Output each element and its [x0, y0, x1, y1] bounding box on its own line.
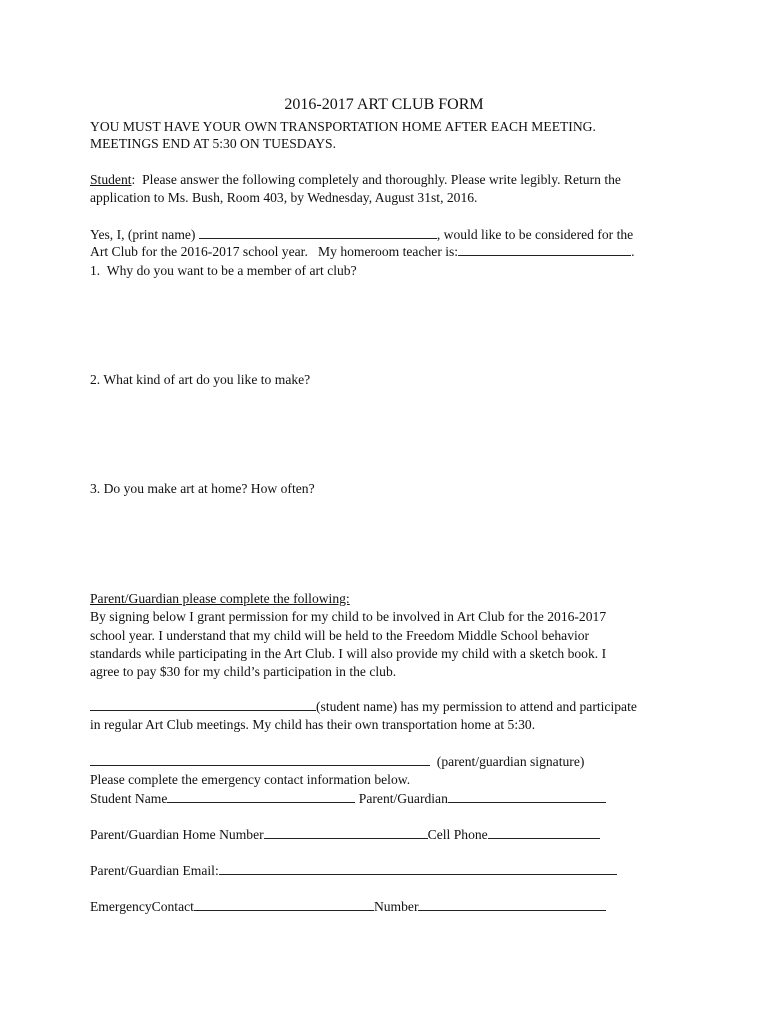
student-name-label: Student Name — [90, 791, 168, 806]
transportation-notice: YOU MUST HAVE YOUR OWN TRANSPORTATION HOME AFTER EACH MEETING. — [90, 119, 596, 134]
number-label: Number — [373, 899, 419, 914]
parent-paragraph-line2: school year. I understand that my child will be held to the Freedom Middle School behavior — [90, 628, 590, 643]
student-name-permission-field[interactable] — [90, 698, 316, 711]
student-instructions-line2: application to Ms. Bush, Room 403, by Wednesday, August 31st, 2016. — [90, 190, 478, 205]
cell-phone-field[interactable] — [488, 826, 600, 839]
print-name-line — [90, 226, 633, 243]
parent-heading — [90, 590, 350, 607]
parent-signature-field[interactable] — [90, 753, 430, 766]
contact-row-student — [90, 790, 606, 807]
emergency-number-field[interactable] — [418, 898, 606, 911]
contact-row-email — [90, 862, 617, 879]
question-1: 1. Why do you want to be a member of art club? — [90, 263, 357, 278]
parent-guardian-field[interactable] — [448, 790, 606, 803]
permission-text: (student name) has my permission to attend and participate — [316, 699, 637, 714]
homeroom-teacher-period: . — [631, 244, 635, 259]
emergency-contact-label: EmergencyContact — [90, 899, 194, 914]
homeroom-teacher-label: Art Club for the 2016-2017 school year. My homeroom teacher is: — [90, 244, 459, 259]
email-field[interactable] — [219, 862, 617, 875]
meeting-time-notice: MEETINGS END AT 5:30 ON TUESDAYS. — [90, 136, 336, 151]
student-instructions-line1 — [90, 171, 621, 188]
parent-heading-text: Parent/Guardian please complete the following: — [90, 591, 350, 606]
contact-row-emergency — [90, 898, 606, 915]
parent-paragraph-line3: standards while participating in the Art Club. I will also provide my child with a sketch book. I — [90, 646, 607, 661]
signature-line — [90, 753, 584, 770]
email-label: Parent/Guardian Email: — [90, 863, 219, 878]
emergency-intro: Please complete the emergency contact information below. — [90, 772, 411, 787]
home-number-label: Parent/Guardian Home Number — [90, 827, 264, 842]
print-name-prefix: Yes, I, (print name) — [90, 227, 199, 242]
emergency-contact-field[interactable] — [194, 898, 374, 911]
question-3: 3. Do you make art at home? How often? — [90, 481, 315, 496]
form-title: 2016-2017 ART CLUB FORM — [284, 96, 484, 113]
parent-paragraph-line4: agree to pay $30 for my child’s participation in the club. — [90, 664, 397, 679]
home-number-field[interactable] — [264, 826, 428, 839]
parent-guardian-label: Parent/Guardian — [355, 791, 448, 806]
homeroom-teacher-field[interactable] — [458, 243, 631, 256]
student-label: Student — [90, 172, 132, 187]
homeroom-teacher-line — [90, 243, 635, 260]
question-2: 2. What kind of art do you like to make? — [90, 372, 311, 387]
print-name-suffix: , would like to be considered for the — [436, 227, 634, 242]
permission-line2: in regular Art Club meetings. My child has their own transportation home at 5:30. — [90, 717, 536, 732]
student-name-field[interactable] — [167, 790, 355, 803]
print-name-field[interactable] — [199, 226, 437, 239]
signature-label: (parent/guardian signature) — [430, 754, 585, 769]
contact-row-phone — [90, 826, 600, 843]
cell-phone-label: Cell Phone — [427, 827, 488, 842]
parent-paragraph-line1: By signing below I grant permission for my child to be involved in Art Club for the 2016-2017 — [90, 609, 607, 624]
student-instructions-text: : Please answer the following completely and thoroughly. Please write legibly. Return the — [131, 172, 621, 187]
permission-line1 — [90, 698, 637, 715]
